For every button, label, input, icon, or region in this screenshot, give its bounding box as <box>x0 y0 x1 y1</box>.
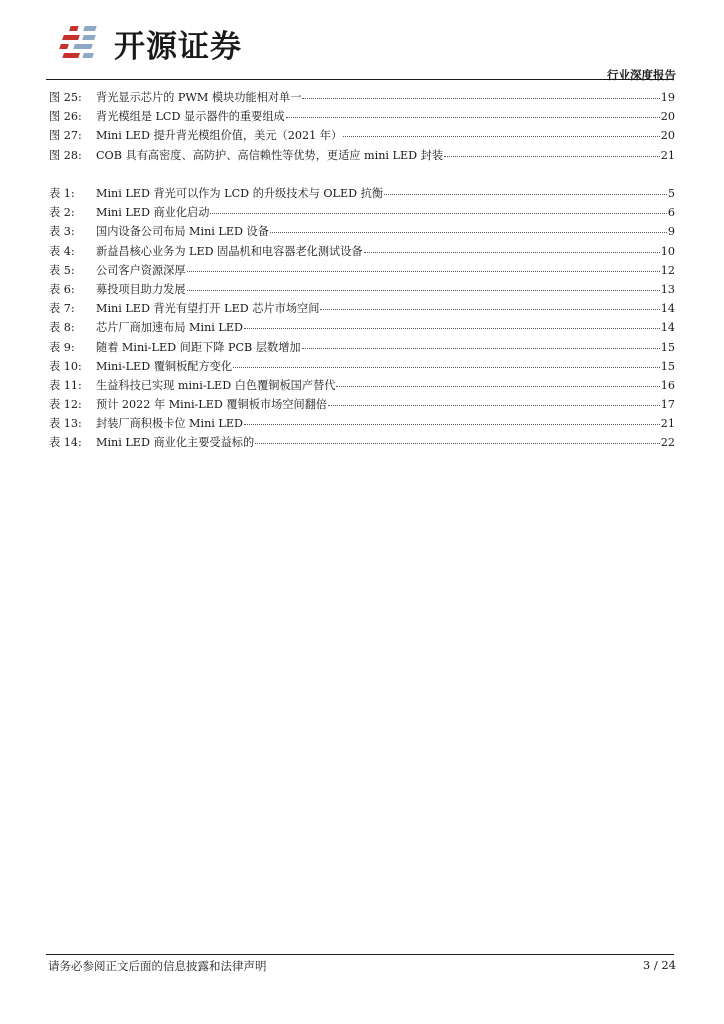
table-toc-entry[interactable] <box>49 222 675 241</box>
toc-entry-title: COB 具有高密度、高防护、高信赖性等优势，更适应 mini LED 封装 <box>96 148 444 162</box>
logo-text: 开源证券 <box>114 29 242 65</box>
toc-entry-page: 16 <box>660 378 675 392</box>
toc-entry-title: 随着 Mini-LED 间距下降 PCB 层数增加 <box>96 340 301 354</box>
toc-entry-title: Mini LED 背光有望打开 LED 芯片市场空间 <box>96 302 320 316</box>
dot-leader <box>384 193 667 195</box>
dot-leader <box>336 385 659 387</box>
toc-entry-title: Mini LED 商业化启动 <box>96 206 210 220</box>
toc-entry-number: 表 4: <box>49 244 75 258</box>
dot-leader <box>364 251 660 253</box>
figure-toc-entry[interactable] <box>49 88 675 107</box>
toc-entry-number: 表 11: <box>49 378 82 392</box>
toc-entry-title: 国内设备公司布局 Mini LED 设备 <box>96 225 269 239</box>
toc-entry-title: 生益科技已实现 mini-LED 白色覆铜板国产替代 <box>96 378 336 392</box>
toc-entry-number: 表 6: <box>49 282 75 296</box>
toc-entry-number: 图 28: <box>49 148 82 162</box>
toc-entry-page: 9 <box>667 225 675 239</box>
toc-entry-title: 公司客户资源深厚 <box>96 263 186 277</box>
dot-leader <box>244 327 660 329</box>
figure-toc-entry[interactable] <box>49 107 675 126</box>
toc-entry-page: 13 <box>660 282 675 296</box>
figure-toc-entry[interactable] <box>49 146 675 165</box>
toc-entry-title: 预计 2022 年 Mini-LED 覆铜板市场空间翻倍 <box>96 398 328 412</box>
dot-leader <box>187 270 660 272</box>
table-toc-entry[interactable] <box>49 242 675 261</box>
dot-leader <box>343 135 660 137</box>
toc-entry-page: 17 <box>660 398 675 412</box>
table-list <box>49 184 675 453</box>
toc-entry-number: 表 7: <box>49 302 75 316</box>
toc-entry-page: 21 <box>660 417 675 431</box>
toc-entry-page: 6 <box>667 206 675 220</box>
toc-entry-title: 新益昌核心业务为 LED 固晶机和电容器老化测试设备 <box>96 244 363 258</box>
toc-entry-title: 募投项目助力发展 <box>96 282 186 296</box>
table-toc-entry[interactable] <box>49 376 675 395</box>
page-indicator: 3 / 24 <box>642 958 676 972</box>
toc-entry-number: 表 3: <box>49 225 75 239</box>
table-toc-entry[interactable] <box>49 318 675 337</box>
toc-entry-number: 表 1: <box>49 187 75 200</box>
toc-entry-number: 图 25: <box>49 91 82 104</box>
toc-entry-title: Mini LED 商业化主要受益标的 <box>96 436 255 450</box>
toc-entry-number: 表 14: <box>49 436 82 450</box>
dot-leader <box>444 155 660 157</box>
toc-entry-title: 封装厂商积极卡位 Mini LED <box>96 417 243 431</box>
dot-leader <box>320 308 659 310</box>
table-toc-entry[interactable] <box>49 280 675 299</box>
toc-entry-page: 20 <box>660 110 675 124</box>
table-toc-entry[interactable] <box>49 395 675 414</box>
toc-entry-number: 表 10: <box>49 359 82 373</box>
dot-leader <box>255 442 660 444</box>
toc-entry-number: 表 12: <box>49 398 82 412</box>
figure-list <box>49 88 675 165</box>
header-divider <box>46 79 674 80</box>
page-header <box>48 18 676 80</box>
toc-entry-page: 22 <box>660 436 675 450</box>
dot-leader <box>302 347 660 349</box>
toc-entry-number: 表 5: <box>49 263 75 277</box>
report-type-label: 行业深度报告 <box>607 68 676 82</box>
dot-leader <box>233 366 660 368</box>
toc-entry-page: 15 <box>660 359 675 373</box>
toc-entry-page: 10 <box>660 244 675 258</box>
dot-leader <box>270 231 667 233</box>
toc-entry-page: 14 <box>660 302 675 316</box>
toc-entry-number: 图 27: <box>49 129 82 143</box>
toc-entry-number: 图 26: <box>49 110 82 124</box>
table-toc-entry[interactable] <box>49 414 675 433</box>
logo-mark-icon <box>58 22 108 66</box>
table-toc-entry[interactable] <box>49 357 675 376</box>
toc-entry-page: 14 <box>660 321 675 335</box>
toc-entry-title: Mini-LED 覆铜板配方变化 <box>96 359 233 373</box>
dot-leader <box>187 289 660 291</box>
table-toc-entry[interactable] <box>49 184 675 203</box>
dot-leader <box>244 423 660 425</box>
toc-entry-title: 背光显示芯片的 PWM 模块功能相对单一 <box>96 91 302 104</box>
toc-entry-number: 表 2: <box>49 206 75 220</box>
dot-leader <box>328 404 660 406</box>
toc-entry-number: 表 13: <box>49 417 82 431</box>
dot-leader <box>302 97 659 99</box>
toc-entry-title: Mini LED 提升背光模组价值，美元（2021 年） <box>96 129 343 143</box>
toc-entry-page: 19 <box>660 91 675 104</box>
footer-divider <box>46 954 674 955</box>
toc-entry-title: 背光模组是 LCD 显示器件的重要组成 <box>96 110 285 124</box>
toc-entry-title: 芯片厂商加速布局 Mini LED <box>96 321 243 335</box>
footer-disclaimer: 请务必参阅正文后面的信息披露和法律声明 <box>48 959 267 973</box>
dot-leader <box>286 116 660 118</box>
toc-entry-number: 表 9: <box>49 340 75 354</box>
company-logo <box>58 21 242 66</box>
table-toc-entry[interactable] <box>49 261 675 280</box>
toc-entry-page: 15 <box>660 340 675 354</box>
figure-toc-entry[interactable] <box>49 126 675 145</box>
toc-entry-title: Mini LED 背光可以作为 LCD 的升级技术与 OLED 抗衡 <box>96 187 384 200</box>
table-toc-entry[interactable] <box>49 338 675 357</box>
toc-entry-page: 21 <box>660 148 675 162</box>
toc-entry-page: 20 <box>660 129 675 143</box>
toc-entry-page: 12 <box>660 263 675 277</box>
toc-entry-number: 表 8: <box>49 321 75 335</box>
toc-entry-page: 5 <box>667 187 675 200</box>
table-toc-entry[interactable] <box>49 203 675 222</box>
table-toc-entry[interactable] <box>49 433 675 452</box>
table-toc-entry[interactable] <box>49 299 675 318</box>
dot-leader <box>210 212 666 214</box>
